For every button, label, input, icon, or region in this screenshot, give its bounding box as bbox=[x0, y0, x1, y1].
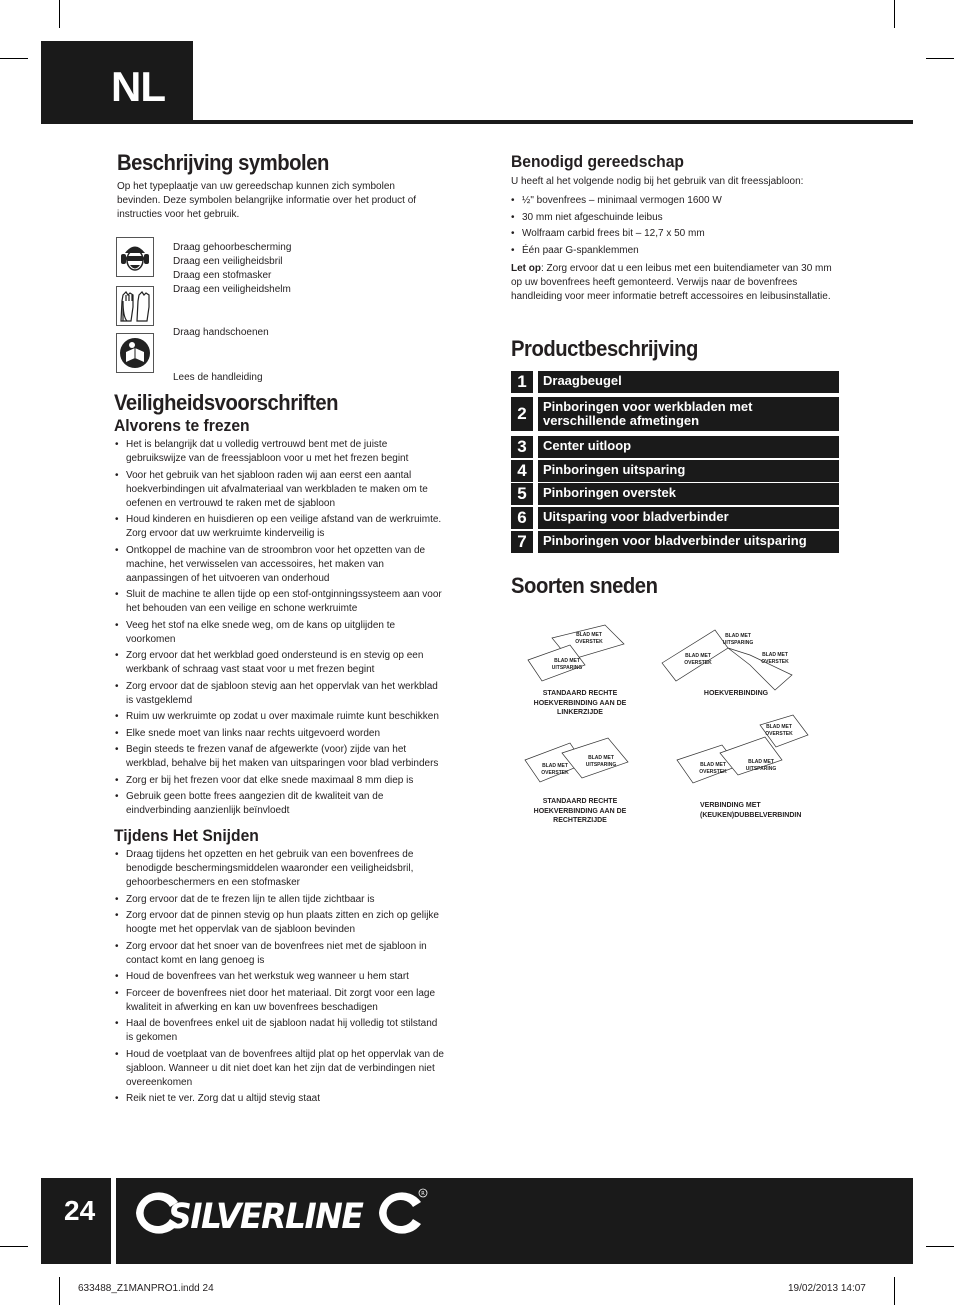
diagram-label: BLAD MET bbox=[700, 762, 726, 768]
bullet-item: • Ontkoppel de machine van de stroombron voor het opzetten van de machine, het verwisselen van accessoires, het maken van aanpassingen of het uitvoeren van onderhoud bbox=[115, 544, 445, 586]
product-label: Pinboringen voor werkbladen met verschillende afmetingen bbox=[538, 397, 839, 431]
cuts-heading: Soorten sneden bbox=[511, 573, 658, 598]
bullet-item: • Veeg het stof na elke snede weg, om de kans op uitglijden te voorkomen bbox=[115, 619, 445, 647]
hearing-label: Draag gehoorbescherming bbox=[173, 242, 292, 253]
before-heading: Alvorens te frezen bbox=[114, 416, 250, 435]
crop-mark bbox=[894, 0, 895, 28]
product-number: 4 bbox=[511, 460, 533, 482]
file-slug: 633488_Z1MANPRO1.indd 24 bbox=[78, 1283, 214, 1294]
product-row bbox=[511, 460, 839, 482]
product-heading: Productbeschrijving bbox=[511, 336, 698, 361]
bullet-item: • Haal de bovenfrees enkel uit de sjabloon nadat hij volledig tot stilstand is gekomen bbox=[115, 1017, 445, 1045]
bullet-item: • Begin steeds te frezen vanaf de afgewerkte (voor) zijde van het werkblad, behalve bij het maken van uitsparingen voor blad verbinders bbox=[115, 743, 445, 771]
bullet-item: • Elke snede moet van links naar rechts uitgevoerd worden bbox=[115, 727, 445, 741]
bullet-item: • Zorg er bij het frezen voor dat elke snede maximaal 8 mm diep is bbox=[115, 774, 445, 788]
crop-mark bbox=[926, 1246, 954, 1247]
gloves-icon bbox=[117, 287, 153, 325]
symbols-intro: Op het typeplaatje van uw gereedschap kunnen zich symbolen bevinden. Deze symbolen belangrijke informatie over het product of instructies voor het gebruik. bbox=[117, 181, 417, 220]
svg-text:OVERSTEK: OVERSTEK bbox=[761, 659, 789, 665]
product-number: 1 bbox=[511, 371, 533, 393]
product-label: Center uitloop bbox=[538, 436, 839, 458]
bullet-item: • Forceer de bovenfrees niet door het materiaal. Dit zorgt voor een lage kwaliteit in afwerking en kan uw bovenfrees beschadigen bbox=[115, 987, 445, 1015]
safety-heading: Veiligheidsvoorschriften bbox=[114, 390, 339, 415]
product-number: 7 bbox=[511, 531, 533, 553]
product-label: Pinboringen overstek bbox=[538, 483, 839, 505]
bullet-item: • Ruim uw werkruimte op zodat u over maximale ruimte kunt beschikken bbox=[115, 710, 445, 724]
mask-label: Draag een stofmasker bbox=[173, 270, 272, 281]
read-manual-icon bbox=[117, 334, 153, 372]
gloves-label: Draag handschoenen bbox=[173, 327, 269, 338]
note-label: Let op bbox=[511, 263, 541, 274]
product-label: Pinboringen voor bladverbinder uitsparing bbox=[538, 531, 839, 553]
helmet-label: Draag een veiligheidshelm bbox=[173, 284, 291, 295]
joint-caption: STANDAARD RECHTE HOEKVERBINDING AAN DE LINKERZIJDE bbox=[533, 690, 627, 716]
bullet-item: • Gebruik geen botte frees aangezien dit de kwaliteit van de eindverbinding aanzienlijk beïnvloedt bbox=[115, 790, 445, 818]
tools-heading: Benodigd gereedschap bbox=[511, 152, 684, 171]
page-number: 24 bbox=[64, 1195, 96, 1226]
product-number: 6 bbox=[511, 507, 533, 529]
tool-item: • ½" bovenfrees – minimaal vermogen 1600 W bbox=[511, 194, 841, 208]
tool-item: • Wolfraam carbid frees bit – 12,7 x 50 mm bbox=[511, 227, 841, 241]
product-number: 2 bbox=[511, 397, 533, 431]
svg-text:OVERSTEK: OVERSTEK bbox=[684, 660, 712, 666]
tools-intro: U heeft al het volgende nodig bij het gebruik van dit freessjabloon: bbox=[511, 176, 804, 187]
svg-text:UITSPARING: UITSPARING bbox=[585, 762, 617, 768]
header-rule bbox=[41, 120, 913, 124]
tools-note bbox=[511, 262, 841, 304]
crop-mark bbox=[59, 1277, 60, 1305]
symbol-label bbox=[173, 241, 291, 297]
tools-list bbox=[511, 194, 841, 260]
footer-divider bbox=[111, 1178, 116, 1264]
product-number: 3 bbox=[511, 436, 533, 458]
crop-mark bbox=[0, 1246, 28, 1247]
bullet-item: • Zorg ervoor dat het werkblad goed ondersteund is en stevig op een werkbank of schraag vast staat voor u met frezen begint bbox=[115, 649, 445, 677]
glasses-label: Draag een veiligheidsbril bbox=[173, 256, 283, 267]
gloves-symbol bbox=[116, 286, 154, 326]
tool-item: • Één paar G-spanklemmen bbox=[511, 244, 841, 258]
bullet-item: • Houd de voetplaat van de bovenfrees altijd plat op het oppervlak van de sjabloon. Wanneer u dit niet doet kan het zijn dat de verbindingen niet overeenkomen bbox=[115, 1048, 445, 1090]
during-list bbox=[115, 848, 445, 1109]
product-row bbox=[511, 507, 839, 529]
bullet-item: • Sluit de machine te allen tijde op een stof-ontginningssysteem aan voor het behouden van een veilige en schone werkruimte bbox=[115, 588, 445, 616]
bullet-item: • Zorg ervoor dat de te frezen lijn te allen tijde zichtbaar is bbox=[115, 893, 445, 907]
silverline-logo bbox=[134, 1188, 434, 1238]
safety-gear-icon bbox=[117, 238, 153, 276]
during-heading: Tijdens Het Snijden bbox=[114, 826, 259, 845]
crop-mark bbox=[59, 0, 60, 28]
svg-text:UITSPARING: UITSPARING bbox=[551, 665, 583, 671]
diagram-label: BLAD MET bbox=[725, 633, 751, 639]
cut-types-diagram bbox=[510, 615, 850, 825]
diagram-label: BLAD MET bbox=[762, 652, 788, 658]
joint-caption: HOEKVERBINDING bbox=[703, 690, 769, 697]
silverline-logo-icon bbox=[134, 1188, 434, 1238]
bullet-item: • Reik niet te ver. Zorg dat u altijd stevig staat bbox=[115, 1092, 445, 1106]
note-text: : Zorg ervoor dat u een leibus met een buitendiameter van 30 mm op uw bovenfrees heeft gemonteerd. Verwijs naar de bovenfrees handleiding voor meer informatie betreft accessoires en leibusinstallatie. bbox=[511, 263, 832, 302]
bullet-item: • Zorg ervoor dat de sjabloon stevig aan het oppervlak van het werkblad is vastgeklemd bbox=[115, 680, 445, 708]
bullet-item: • Het is belangrijk dat u volledig vertrouwd bent met de juiste gebruikswijze van de freessjabloon voor u met het frezen begint bbox=[115, 438, 445, 466]
diagram-label: BLAD MET bbox=[685, 653, 711, 659]
product-row bbox=[511, 483, 839, 505]
manual-label: Lees de handleiding bbox=[173, 372, 263, 383]
svg-text:UITSPARING: UITSPARING bbox=[722, 640, 754, 646]
diagram-label: BLAD MET bbox=[766, 724, 792, 730]
product-label: Uitsparing voor bladverbinder bbox=[538, 507, 839, 529]
date-slug: 19/02/2013 14:07 bbox=[788, 1283, 866, 1294]
diagram-label: BLAD MET bbox=[554, 658, 580, 664]
product-label: Pinboringen uitsparing bbox=[538, 460, 839, 482]
joint-caption: STANDAARD RECHTE HOEKVERBINDING AAN DE RECHTERZIJDE bbox=[533, 798, 627, 824]
diagram-label: BLAD MET bbox=[576, 632, 602, 638]
product-number: 5 bbox=[511, 483, 533, 505]
bullet-item: • Zorg ervoor dat het snoer van de bovenfrees niet met de sjabloon in contact komt en lang genoeg is bbox=[115, 940, 445, 968]
diagram-label: BLAD MET bbox=[588, 755, 614, 761]
product-row bbox=[511, 397, 839, 431]
svg-text:UITSPARING: UITSPARING bbox=[745, 766, 777, 772]
product-row bbox=[511, 371, 839, 393]
before-list bbox=[115, 438, 445, 821]
svg-text:OVERSTEK: OVERSTEK bbox=[575, 639, 603, 645]
bullet-item: • Draag tijdens het opzetten en het gebruik van een bovenfrees de benodigde beschermingsmiddelen waaronder een veiligheidsbril, gehoorbeschermers en een stofmasker bbox=[115, 848, 445, 890]
crop-mark bbox=[894, 1277, 895, 1305]
joint-caption: VERBINDING MET (KEUKEN)DUBBELVERBINDIN bbox=[700, 802, 802, 819]
diagram-label: BLAD MET bbox=[748, 759, 774, 765]
bullet-item: • Voor het gebruik van het sjabloon raden wij aan eerst een aantal hoekverbindingen uit afvalmateriaal van werkbladen te maken om te oefenen en vertrouwd te raken met de sjabloon bbox=[115, 469, 445, 511]
svg-text:SILVERLINE: SILVERLINE bbox=[168, 1196, 363, 1237]
svg-text:OVERSTEK: OVERSTEK bbox=[765, 731, 793, 737]
language-code: NL bbox=[111, 63, 165, 110]
tool-item: • 30 mm niet afgeschuinde leibus bbox=[511, 211, 841, 225]
diagram-label: BLAD MET bbox=[542, 763, 568, 769]
crop-mark bbox=[926, 58, 954, 59]
bullet-item: • Houd de bovenfrees van het werkstuk weg wanneer u hem start bbox=[115, 970, 445, 984]
svg-text:OVERSTEK: OVERSTEK bbox=[699, 769, 727, 775]
bullet-item: • Zorg ervoor dat de pinnen stevig op hun plaats zitten en zich op gelijke hoogte met het oppervlak van de sjabloon bevinden bbox=[115, 909, 445, 937]
symbols-heading: Beschrijving symbolen bbox=[117, 150, 329, 175]
product-row bbox=[511, 531, 839, 553]
bullet-item: • Houd kinderen en huisdieren op een veilige afstand van de werkruimte. Zorg ervoor dat uw werkruimte kinderveilig is bbox=[115, 513, 445, 541]
crop-mark bbox=[0, 58, 28, 59]
svg-text:R: R bbox=[421, 1191, 425, 1197]
ppe-symbol bbox=[116, 237, 154, 277]
product-row bbox=[511, 436, 839, 458]
product-label: Draagbeugel bbox=[538, 371, 839, 393]
svg-text:OVERSTEK: OVERSTEK bbox=[541, 770, 569, 776]
manual-symbol bbox=[116, 333, 154, 373]
language-tab bbox=[41, 41, 193, 123]
